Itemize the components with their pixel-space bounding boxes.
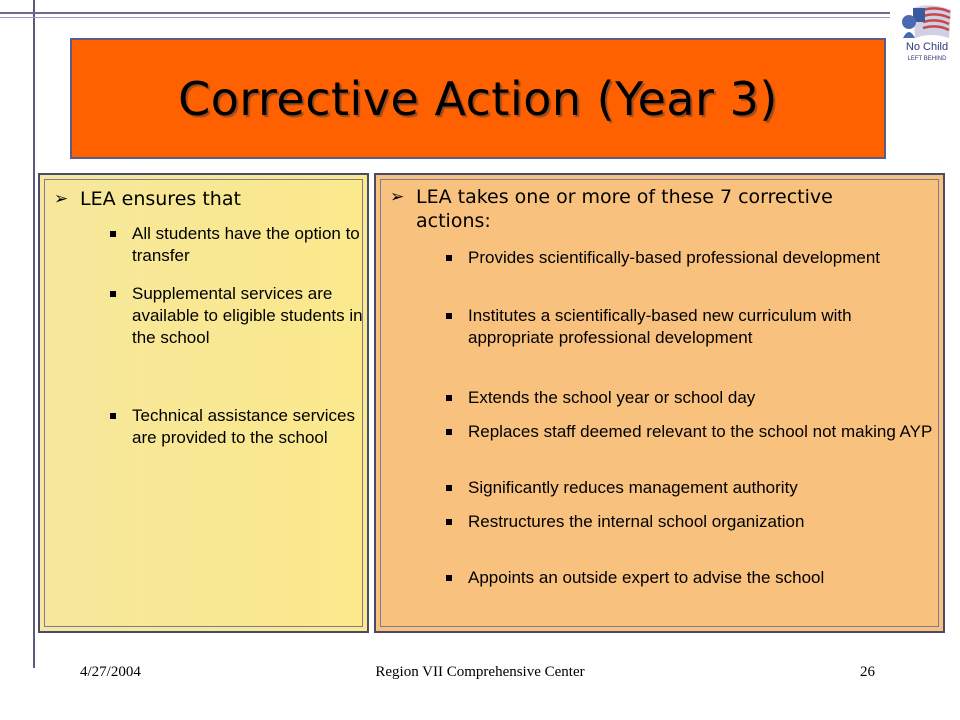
list-item bbox=[446, 247, 936, 269]
decorative-horizontal-rule bbox=[0, 12, 890, 14]
logo-text-sub: LEFT BEHIND bbox=[907, 56, 947, 62]
right-heading bbox=[390, 185, 910, 233]
left-heading bbox=[54, 187, 354, 211]
logo-text-main: No Child bbox=[905, 41, 949, 53]
title-banner bbox=[70, 38, 886, 159]
no-child-left-behind-logo bbox=[893, 0, 960, 68]
list-item-text: Supplemental services are available to eligible students in the school bbox=[132, 284, 363, 347]
list-item bbox=[446, 421, 936, 443]
square-bullet-icon bbox=[110, 231, 116, 237]
square-bullet-icon bbox=[446, 575, 452, 581]
footer-page-number: 26 bbox=[860, 664, 875, 680]
square-bullet-icon bbox=[110, 413, 116, 419]
square-bullet-icon bbox=[446, 395, 452, 401]
arrow-bullet-icon: ➢ bbox=[390, 187, 405, 207]
list-item bbox=[446, 511, 936, 533]
list-item bbox=[110, 283, 365, 349]
list-item-text: Appoints an outside expert to advise the school bbox=[468, 568, 825, 587]
list-item-text: Replaces staff deemed relevant to the school not making AYP bbox=[468, 422, 933, 441]
list-item-text: Provides scientifically-based professional development bbox=[468, 248, 880, 267]
list-item bbox=[446, 477, 936, 499]
square-bullet-icon bbox=[446, 313, 452, 319]
list-item bbox=[446, 567, 936, 589]
flag-icon bbox=[902, 5, 951, 38]
list-item-text: Technical assistance services are provided to the school bbox=[132, 406, 355, 447]
list-item-text: Restructures the internal school organization bbox=[468, 512, 805, 531]
footer-center-text: Region VII Comprehensive Center bbox=[375, 664, 585, 680]
left-panel bbox=[38, 173, 369, 633]
list-item bbox=[446, 305, 936, 349]
arrow-bullet-icon: ➢ bbox=[54, 189, 69, 209]
decorative-horizontal-rule-thin bbox=[0, 17, 890, 18]
footer-date: 4/27/2004 bbox=[80, 664, 141, 680]
slide-title: Corrective Action (Year 3) bbox=[178, 71, 778, 126]
decorative-vertical-rule bbox=[33, 0, 35, 668]
right-panel bbox=[374, 173, 945, 633]
square-bullet-icon bbox=[446, 255, 452, 261]
square-bullet-icon bbox=[446, 429, 452, 435]
list-item-text: All students have the option to transfer bbox=[132, 224, 360, 265]
square-bullet-icon bbox=[110, 291, 116, 297]
list-item-text: Significantly reduces management authority bbox=[468, 478, 798, 497]
square-bullet-icon bbox=[446, 485, 452, 491]
list-item bbox=[110, 405, 365, 449]
list-item bbox=[110, 223, 365, 267]
right-heading-text: LEA takes one or more of these 7 corrective actions: bbox=[416, 186, 833, 232]
list-item-text: Institutes a scientifically-based new curriculum with appropriate professional development bbox=[468, 306, 852, 347]
square-bullet-icon bbox=[446, 519, 452, 525]
left-heading-text: LEA ensures that bbox=[80, 188, 241, 210]
list-item-text: Extends the school year or school day bbox=[468, 388, 756, 407]
list-item bbox=[446, 387, 936, 409]
